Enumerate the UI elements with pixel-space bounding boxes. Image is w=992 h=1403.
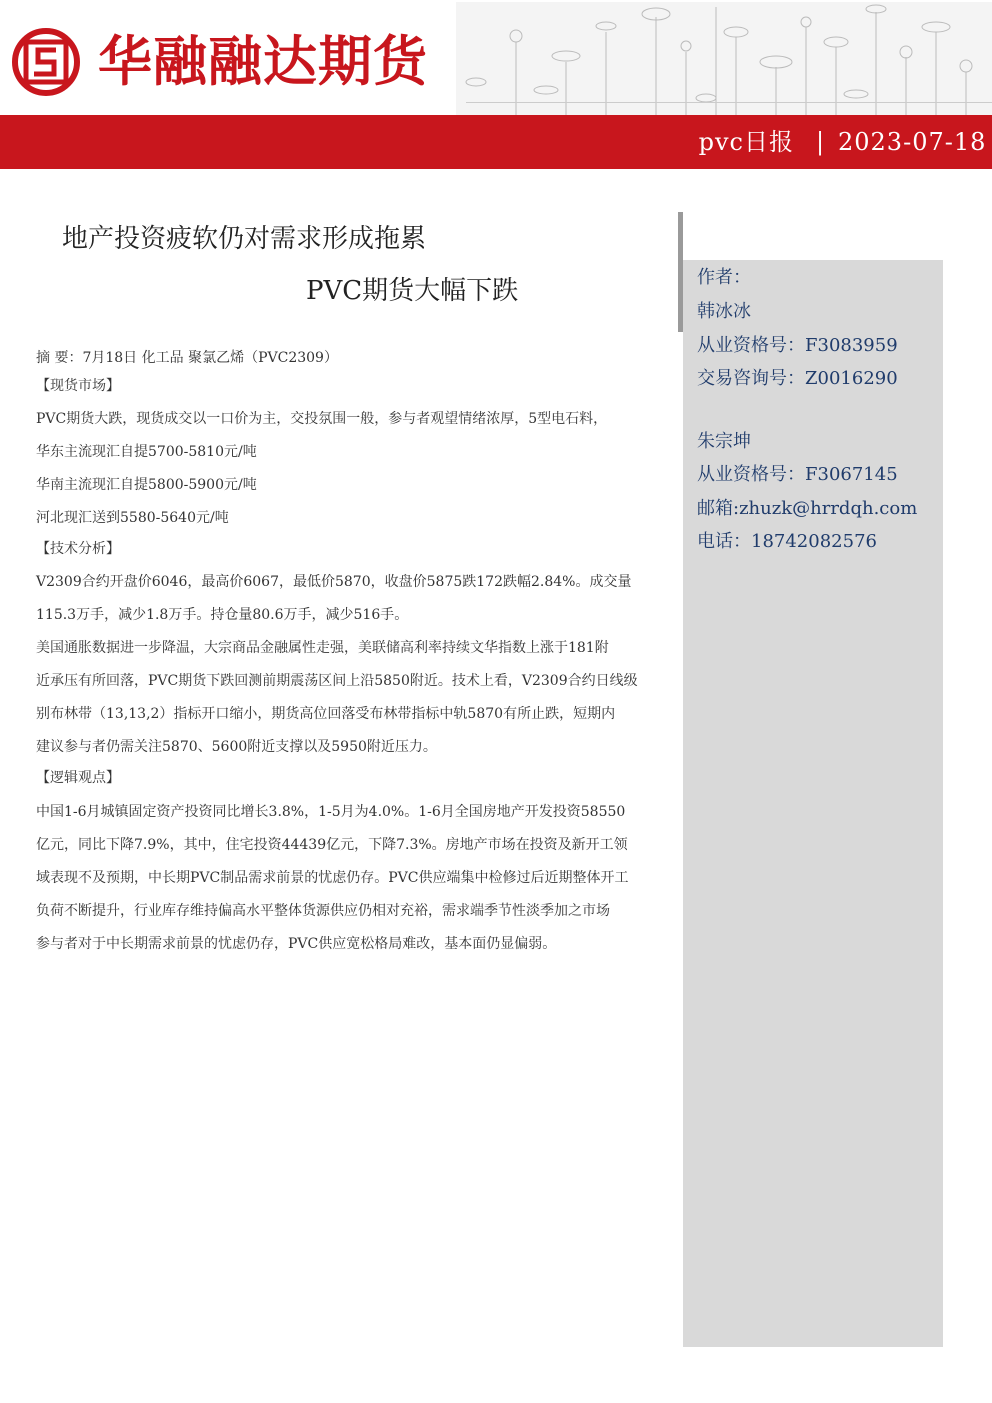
tech-line: 建议参与者仍需关注5870、5600附近支撑以及5950附近压力。 [36,739,437,755]
author-sidebar [683,260,943,1347]
report-type: pvc日报 [698,128,794,156]
tech-line: 近承压有所回落，PVC期货下跌回测前期震荡区间上沿5850附近。技术上看，V2309合约日线级 [36,673,638,689]
author2-phone: 电话：18742082576 [697,531,877,552]
logic-line: 负荷不断提升，行业库存维持偏高水平整体货源供应仍相对充裕，需求端季节性淡季加之市场 [36,903,610,919]
summary-line: 摘 要：7月18日 化工品 聚氯乙烯（PVC2309） [36,350,338,366]
spot-line: 华东主流现汇自提5700-5810元/吨 [36,444,257,460]
tech-heading: 【技术分析】 [36,541,120,557]
spot-heading: 【现货市场】 [36,378,120,394]
logic-line: 域表现不及预期，中长期PVC制品需求前景的忧虑仍存。PVC供应端集中检修过后近期整体开工 [36,870,629,886]
author2-qualification: 从业资格号：F3067145 [697,464,898,485]
header-separator: | [816,128,825,156]
brand-name: 华融融达期货 [98,30,428,93]
brand-logo-icon [12,28,80,96]
header [0,0,992,115]
decorative-circles [456,2,992,115]
author1-qualification: 从业资格号：F3083959 [697,335,898,356]
author1-consulting: 交易咨询号：Z0016290 [697,368,898,389]
page-title: 地产投资疲软仍对需求形成拖累 [62,224,427,254]
logic-line: 参与者对于中长期需求前景的忧虑仍存，PVC供应宽松格局难改，基本面仍显偏弱。 [36,936,557,952]
tech-line: V2309合约开盘价6046，最高价6067，最低价5870，收盘价5875跌172跌幅2.84%。成交量 [36,574,632,590]
tech-line: 别布林带（13,13,2）指标开口缩小，期货高位回落受布林带指标中轨5870有所止跌，短期内 [36,706,616,722]
author-label: 作者： [697,267,751,288]
author2-email: 邮箱:zhuzk@hrrdqh.com [697,498,918,519]
report-date: 2023-07-18 [838,128,987,156]
logic-heading: 【逻辑观点】 [36,770,120,786]
spot-line: 河北现汇送到5580-5640元/吨 [36,510,229,526]
logic-line: 亿元，同比下降7.9%，其中，住宅投资44439亿元，下降7.3%。房地产市场在投资及新开工领 [36,837,628,853]
page-subtitle: PVC期货大幅下跌 [306,276,519,306]
spot-line: 华南主流现汇自提5800-5900元/吨 [36,477,257,493]
tech-line: 美国通胀数据进一步降温，大宗商品金融属性走强，美联储高利率持续文华指数上涨于181附 [36,640,609,656]
author1-name: 韩冰冰 [697,301,751,322]
logic-line: 中国1-6月城镇固定资产投资同比增长3.8%，1-5月为4.0%。1-6月全国房地产开发投资58550 [36,804,626,820]
tech-line: 115.3万手，减少1.8万手。持仓量80.6万手，减少516手。 [36,607,409,623]
spot-line: PVC期货大跌，现货成交以一口价为主，交投氛围一般，参与者观望情绪浓厚，5型电石料， [36,411,608,427]
author2-name: 朱宗坤 [697,431,751,452]
